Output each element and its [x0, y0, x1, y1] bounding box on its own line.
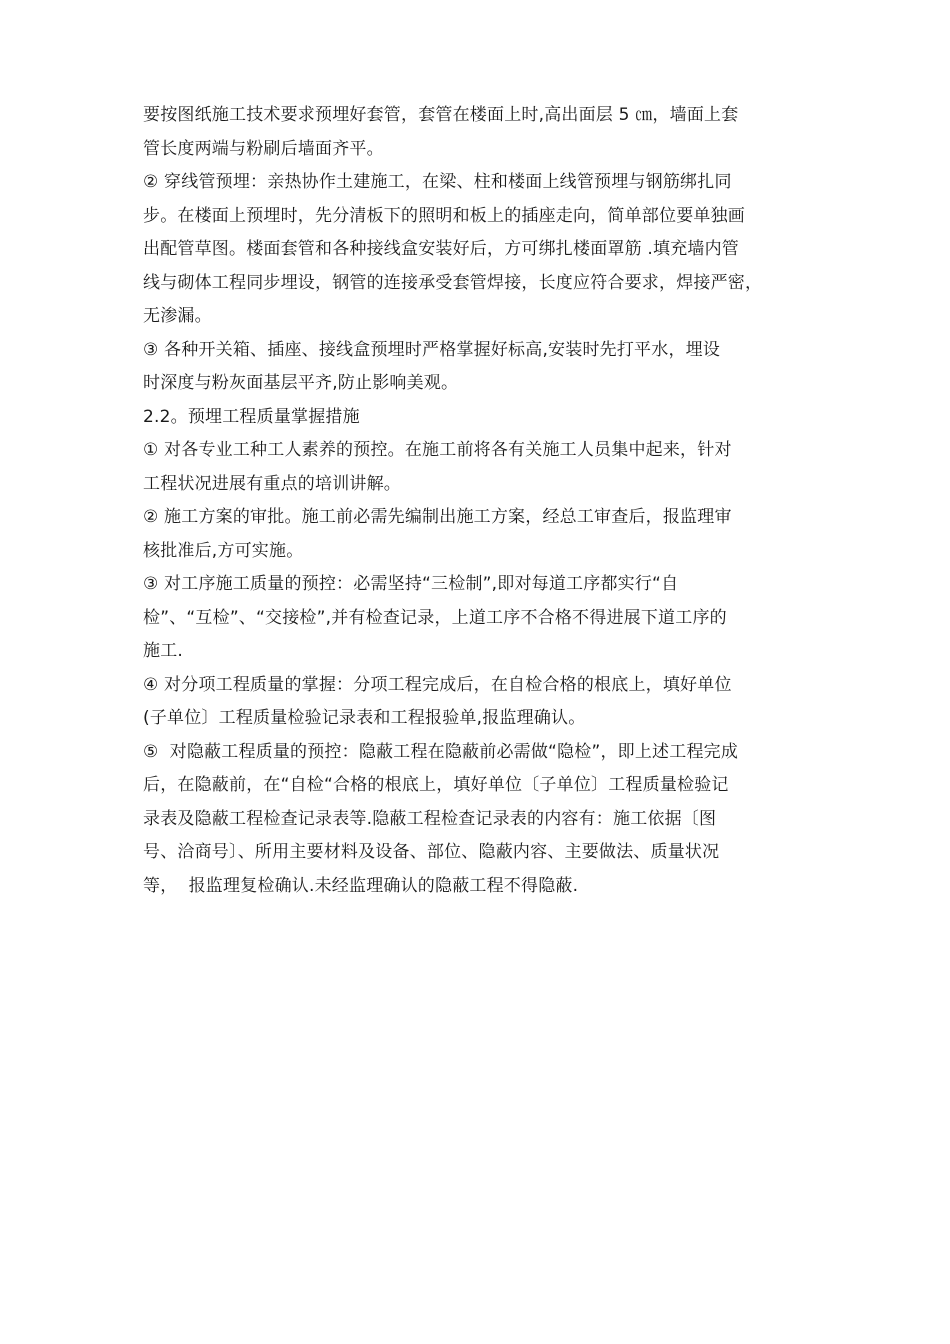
- document-body: [143, 99, 833, 903]
- text-line: 工程状况进展有重点的培训讲解。: [143, 473, 401, 494]
- text-line: 核批准后,方可实施。: [143, 540, 304, 561]
- text-line: ⑤ 对隐蔽工程质量的预控：隐蔽工程在隐蔽前必需做“隐检”，即上述工程完成: [143, 741, 739, 762]
- text-line: 等， 报监理复检确认.未经监理确认的隐蔽工程不得隐蔽.: [143, 875, 579, 896]
- text-line: ① 对各专业工种工人素养的预控。在施工前将各有关施工人员集中起来，针对: [143, 440, 732, 460]
- text-line: 管长度两端与粉刷后墙面齐平。: [143, 138, 384, 159]
- text-line: 出配管草图。楼面套管和各种接线盒安装好后，方可绑扎楼面罩筋 .填充墙内管: [143, 239, 740, 259]
- text-line: 无渗漏。: [143, 306, 212, 326]
- text-line: 时深度与粉灰面基层平齐,防止影响美观。: [143, 373, 459, 393]
- text-line: ③ 各种开关箱、插座、接线盒预埋时严格掌握好标高,安装时先打平水，埋设: [143, 339, 721, 360]
- text-line: 要按图纸施工技术要求预埋好套管，套管在楼面上时,高出面层 5 ㎝，墙面上套: [143, 105, 739, 125]
- text-line: 施工.: [143, 641, 184, 661]
- text-line: 号、洽商号〕、所用主要材料及设备、部位、隐蔽内容、主要做法、质量状况: [143, 842, 720, 862]
- text-line: ④ 对分项工程质量的掌握：分项工程完成后，在自检合格的根底上，填好单位: [143, 674, 732, 695]
- text-line: 步。在楼面上预埋时，先分清板下的照明和板上的插座走向，简单部位要单独画: [143, 205, 745, 226]
- text-line: ③ 对工序施工质量的预控：必需坚持“三检制”,即对每道工序都实行“自: [143, 574, 679, 594]
- section-heading: 2.2。预埋工程质量掌握措施: [143, 406, 360, 427]
- text-line: 线与砌体工程同步埋设，钢管的连接承受套管焊接，长度应符合要求，焊接严密，: [143, 272, 763, 293]
- text-line: 录表及隐蔽工程检查记录表等.隐蔽工程检查记录表的内容有：施工依据〔图: [143, 808, 717, 829]
- text-line: (子单位〕工程质量检验记录表和工程报验单,报监理确认。: [143, 708, 586, 728]
- text-line: ② 施工方案的审批。施工前必需先编制出施工方案，经总工审查后，报监理审: [143, 507, 732, 527]
- text-line: 检”、“互检”、“交接检”,并有检查记录，上道工序不合格不得进展下道工序的: [143, 607, 727, 628]
- text-line: ② 穿线管预埋：亲热协作土建施工，在梁、柱和楼面上线管预埋与钢筋绑扎同: [143, 172, 732, 192]
- text-line: 后，在隐蔽前，在“自检“合格的根底上，填好单位〔子单位〕工程质量检验记: [143, 775, 729, 795]
